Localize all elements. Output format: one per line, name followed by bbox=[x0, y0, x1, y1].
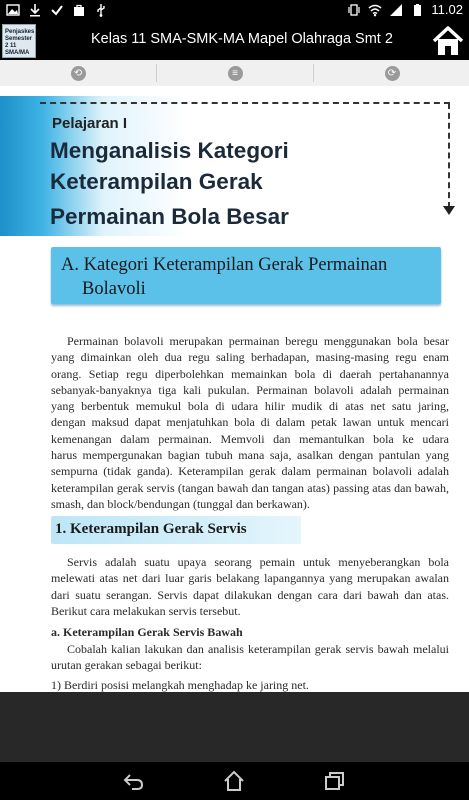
text-line: Berikut cara melakukan servis tersebut. bbox=[51, 603, 241, 618]
arrow-down-icon bbox=[443, 206, 455, 215]
lesson-label: Pelajaran I bbox=[52, 115, 128, 132]
text-line: orang. Setiap regu diperbolehkan memainkan bola di daerah pertahanannya bbox=[51, 366, 449, 381]
check-icon bbox=[50, 3, 64, 17]
chapter-title-line: Keterampilan Gerak bbox=[50, 169, 263, 194]
system-status bbox=[347, 2, 463, 17]
paragraph-intro bbox=[51, 333, 449, 512]
battery-icon bbox=[410, 3, 424, 17]
home-outline-icon[interactable] bbox=[222, 769, 246, 793]
paragraph-servis-bawah bbox=[51, 641, 449, 674]
wifi-icon bbox=[368, 3, 382, 17]
usb-icon bbox=[94, 3, 108, 17]
text-line: urutan gerakan sebagai berikut: bbox=[51, 658, 202, 673]
notification-icons bbox=[6, 3, 108, 17]
app-bar bbox=[0, 22, 469, 60]
download-icon bbox=[28, 3, 42, 17]
next-page-button[interactable] bbox=[314, 60, 469, 86]
back-icon[interactable] bbox=[122, 769, 146, 793]
text-line: yang berbentuk memukul bola di udara hilir mudik di atas net satu jaring, bbox=[51, 399, 449, 414]
text-line: dari suatu serangan. Servis dapat dilakukan dengan cara dari bawah dan atas. bbox=[51, 587, 449, 602]
dashed-line-vertical bbox=[448, 103, 450, 208]
page-navigation bbox=[0, 60, 469, 87]
menu-button[interactable] bbox=[157, 60, 313, 86]
vibrate-icon bbox=[347, 3, 361, 17]
prev-page-button[interactable] bbox=[0, 60, 156, 86]
recents-icon[interactable] bbox=[322, 769, 346, 793]
subsection-heading: 1. Keterampilan Gerak Servis bbox=[51, 516, 301, 544]
text-line: dengan maksud dapat menjatuhkan bola di dalam petak lawan untuk mencari bbox=[51, 415, 449, 430]
system-navigation-bar bbox=[0, 762, 469, 800]
step-1: 1) Berdiri posisi melangkah menghadap ke jaring net. bbox=[51, 678, 309, 692]
home-icon[interactable] bbox=[431, 24, 465, 58]
text-line: smash, dan block/bendungan (tunggal dan berkawan). bbox=[51, 496, 310, 511]
menu-icon: ≡ bbox=[228, 66, 243, 81]
image-icon bbox=[6, 3, 20, 17]
text-line: kemenangan dalam permainan. Memvoli dan memantulkan bola ke udara bbox=[51, 431, 449, 446]
book-cover-thumbnail[interactable]: Penjaskes Semester 2 11 SMA/MA bbox=[2, 24, 36, 58]
app-title: Kelas 11 SMA-SMK-MA Mapel Olahraga Smt 2 bbox=[91, 31, 393, 47]
section-heading-a: A. Kategori Keterampilan Gerak Permainan Bolavoli bbox=[51, 247, 441, 304]
signal-icon bbox=[389, 3, 403, 17]
status-bar bbox=[0, 0, 469, 22]
book-page[interactable] bbox=[0, 86, 469, 692]
prev-icon: ⟲ bbox=[71, 66, 86, 81]
bag-icon bbox=[72, 3, 86, 17]
text-line: keterampilan gerak servis (tangan bawah dan tangan atas) passing atas dan bawah, bbox=[51, 480, 449, 495]
next-icon: ⟳ bbox=[385, 66, 400, 81]
text-line: yang dimainkan oleh dua regu saling berhadapan, masing-masing regu enam bbox=[51, 350, 449, 365]
text-line: Permainan bolavoli merupakan permainan beregu menggunakan bola besar bbox=[67, 334, 449, 348]
chapter-title-line: Permainan Bola Besar bbox=[50, 204, 289, 229]
clock: 11.02 bbox=[431, 2, 463, 17]
text-line: melewati atas net dari luar garis belakang lapangannya yang merupakan awalan bbox=[51, 571, 449, 586]
text-line: sempurna (tidak ganda). Keterampilan gerak dalam permainan bolavoli adalah bbox=[51, 464, 449, 479]
paragraph-servis bbox=[51, 554, 449, 619]
text-line: Cobalah kalian lakukan dan analisis keterampilan gerak servis bawah melalui bbox=[67, 642, 449, 656]
text-line: sebanyak-banyaknya tiga kali pukulan. Permainan bolavoli adalah permainan bbox=[51, 382, 449, 397]
text-line: harus mempergunakan bagian tubuh mana saja, asalkan dengan pantulan yang bbox=[51, 448, 449, 463]
chapter-banner bbox=[0, 96, 469, 236]
text-line: Servis adalah suatu upaya seorang pemain untuk menyeberangkan bola bbox=[67, 555, 449, 569]
chapter-title-line: Menganalisis Kategori bbox=[50, 138, 289, 163]
dashed-line bbox=[40, 102, 450, 104]
bottom-bar bbox=[0, 692, 469, 762]
heading-servis-bawah: a. Keterampilan Gerak Servis Bawah bbox=[51, 625, 243, 639]
